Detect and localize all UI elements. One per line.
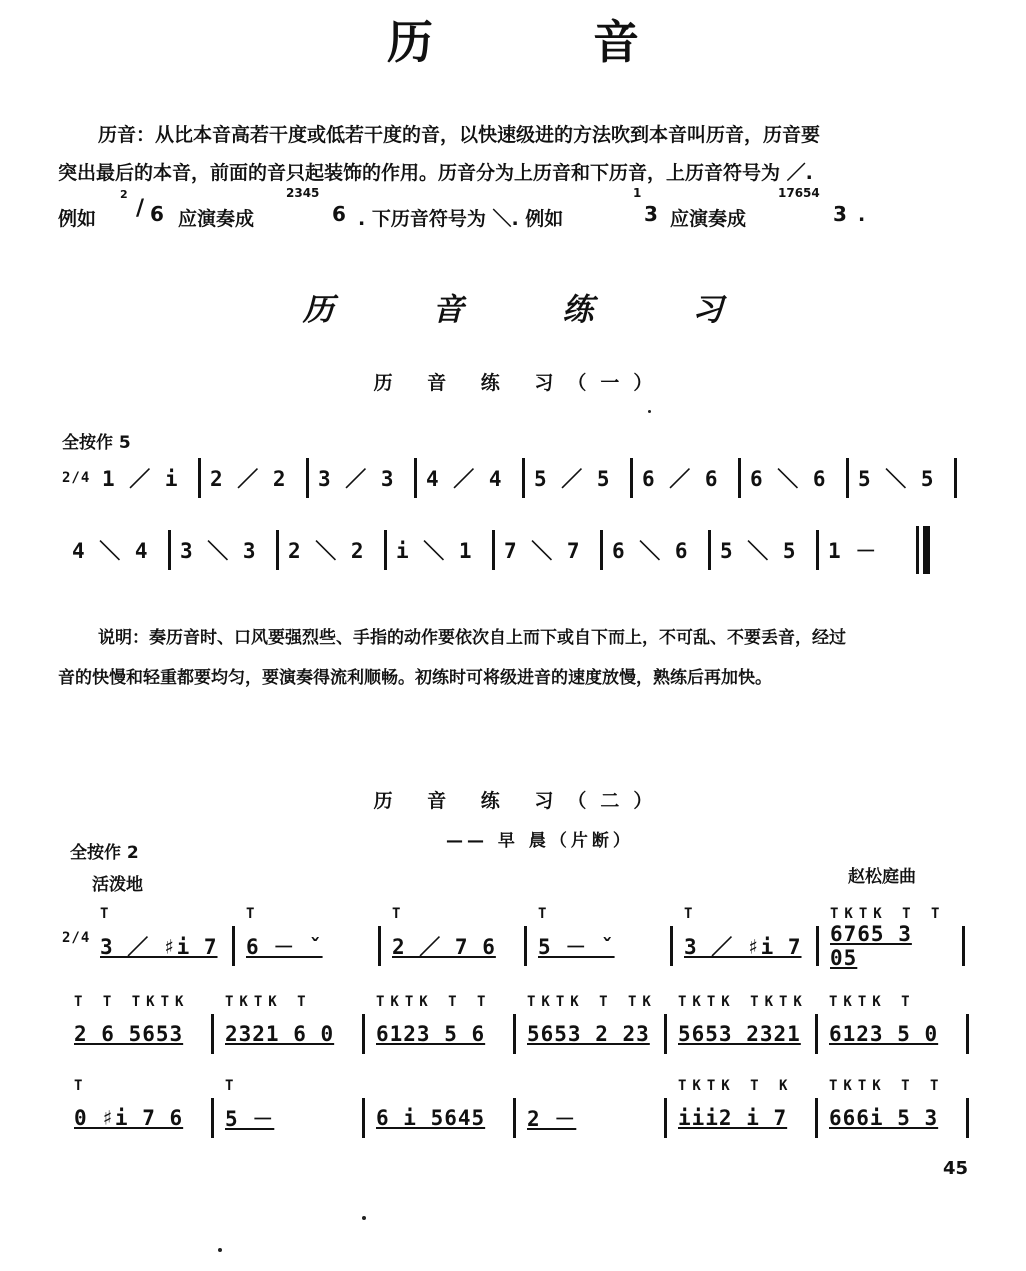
example-prefix: 例如 [58, 208, 97, 230]
composer: 赵松庭曲 [848, 867, 916, 887]
barline [211, 1014, 214, 1054]
example-note: 3 [644, 202, 658, 226]
measure-notes: 6 ＼ 6 [750, 467, 827, 491]
example-note: 6 [332, 202, 346, 226]
measure-notes: 3 ／ ♯i 7 [100, 935, 218, 959]
measure-notes: 4 ／ 4 [426, 467, 503, 491]
intro-paragraph [58, 116, 978, 192]
tonguing-marks: T [392, 906, 407, 922]
measure-notes: 2 ／ 2 [210, 467, 287, 491]
measure-notes: 1 － [828, 539, 878, 563]
grace-notes: 17654 [778, 186, 820, 200]
tonguing-marks: TKTK T TK [527, 994, 657, 1010]
barline [816, 926, 819, 966]
measure-notes: 5 － ˇ [538, 935, 615, 959]
measure-notes: 5 ＼ 5 [720, 539, 797, 563]
grace-note: 1 [633, 186, 642, 200]
barline [816, 530, 819, 570]
barline [522, 458, 525, 498]
example-text: 应演奏成 [178, 208, 255, 230]
measure-notes: 2 6 5653 [74, 1022, 184, 1046]
tonguing-marks: TKTK T [225, 994, 312, 1010]
tonguing-marks: TKTK T K [678, 1078, 794, 1094]
tonguing-marks: TKTK T [829, 994, 916, 1010]
barline [384, 530, 387, 570]
barline [846, 458, 849, 498]
measure-notes: 5 － [225, 1107, 275, 1131]
intro-line-1: 历音：从比本音高若干度或低若干度的音，以快速级进的方法吹到本音叫历音，历音要 [98, 124, 821, 146]
tonguing-marks: T [74, 1078, 89, 1094]
barline [513, 1014, 516, 1054]
exercise-2-fingering: 全按作 2 [70, 843, 139, 863]
tonguing-marks: TKTK TKTK [678, 994, 808, 1010]
barline [962, 926, 965, 966]
example-note: 6 [150, 202, 164, 226]
barline [664, 1098, 667, 1138]
exercise-1-row-1 [62, 448, 962, 508]
barline [815, 1014, 818, 1054]
barline [232, 926, 235, 966]
explanation-line-1: 说明：奏历音时、口风要强烈些、手指的动作要依次自上而下或自下而上，不可乱、不要丢音，经过 [98, 628, 846, 648]
tonguing-marks: T [246, 906, 261, 922]
measure-notes: i ＼ 1 [396, 539, 473, 563]
barline [362, 1014, 365, 1054]
slash-icon: / [136, 196, 145, 221]
barline [664, 1014, 667, 1054]
measure-notes: 4 ＼ 4 [72, 539, 149, 563]
measure-notes: 0 ♯i 7 6 [74, 1106, 184, 1130]
measure-notes: 6765 3 05 [830, 922, 912, 970]
measure-notes: 2 － [527, 1107, 577, 1131]
measure-notes: 6123 5 6 [376, 1022, 486, 1046]
measure-notes: 2 ＼ 2 [288, 539, 365, 563]
barline [670, 926, 673, 966]
exercise-2-subtitle: —— 早 晨（片断） [446, 831, 634, 851]
measure-notes: 1 ／ i [102, 467, 179, 491]
measure-notes: 5653 2 23 [527, 1022, 650, 1046]
scan-speck [362, 1216, 366, 1220]
measure-notes: 2 ／ 7 6 [392, 935, 496, 959]
time-signature: 2/4 [62, 470, 91, 486]
barline [362, 1098, 365, 1138]
measure-notes: 6 － ˇ [246, 935, 323, 959]
measure-notes: 3 ／ ♯i 7 [684, 935, 802, 959]
tonguing-marks: TKTK T T [829, 1078, 945, 1094]
tonguing-marks: TKTK T T [376, 994, 492, 1010]
tonguing-marks: T T TKTK [74, 994, 190, 1010]
tonguing-marks: TKTK T T [830, 906, 946, 922]
barline [708, 530, 711, 570]
exercise-2-row-1 [62, 908, 972, 968]
exercise-1-title: 历 音 练 习（一） [373, 372, 667, 394]
tonguing-marks: T [684, 906, 699, 922]
final-barline [916, 526, 930, 574]
measure-notes: 6 ／ 6 [642, 467, 719, 491]
barline [306, 458, 309, 498]
example-text: 应演奏成 [670, 208, 747, 230]
barline [966, 1098, 969, 1138]
barline [954, 458, 957, 498]
barline [524, 926, 527, 966]
measure-notes: 6 i 5645 [376, 1106, 486, 1130]
measure-notes: 666i 5 3 [829, 1106, 939, 1130]
tonguing-marks: T [225, 1078, 240, 1094]
barline [211, 1098, 214, 1138]
measure-notes: 5 ／ 5 [534, 467, 611, 491]
barline [414, 458, 417, 498]
barline [378, 926, 381, 966]
example-note: 3 [833, 202, 847, 226]
section-title: 历 音 练 习 [302, 292, 768, 328]
barline [492, 530, 495, 570]
example-text: . [858, 204, 866, 226]
measure-notes: 3 ＼ 3 [180, 539, 257, 563]
measure-notes: 3 ／ 3 [318, 467, 395, 491]
tonguing-marks: T [538, 906, 553, 922]
barline [630, 458, 633, 498]
time-signature: 2/4 [62, 930, 91, 946]
tonguing-marks: T [100, 906, 115, 922]
tempo-marking: 活泼地 [92, 875, 143, 895]
barline [815, 1098, 818, 1138]
barline [513, 1098, 516, 1138]
measure-notes: iii2 i 7 [678, 1106, 788, 1130]
exercise-1-row-2 [62, 520, 962, 580]
barline [276, 530, 279, 570]
scan-speck [648, 410, 651, 413]
measure-notes: 6123 5 0 [829, 1022, 939, 1046]
barline [198, 458, 201, 498]
exercise-2-row-3 [62, 1080, 972, 1140]
intro-example-line [58, 186, 958, 236]
explanation-paragraph [58, 618, 978, 698]
explanation-line-2: 音的快慢和轻重都要均匀，要演奏得流利顺畅。初练时可将级进音的速度放慢，熟练后再加快。 [58, 668, 772, 688]
measure-notes: 5653 2321 [678, 1022, 801, 1046]
exercise-1-fingering: 全按作 5 [62, 433, 131, 453]
intro-line-2: 突出最后的本音，前面的音只起装饰的作用。历音分为上历音和下历音，上历音符号为 ／. [58, 162, 813, 184]
measure-notes: 6 ＼ 6 [612, 539, 689, 563]
page-title: 历 音 [386, 15, 711, 69]
measure-notes: 2321 6 0 [225, 1022, 335, 1046]
measure-notes: 7 ＼ 7 [504, 539, 581, 563]
barline [966, 1014, 969, 1054]
exercise-2-row-2 [62, 996, 972, 1056]
page-number: 45 [942, 1158, 968, 1179]
exercise-2-title: 历 音 练 习（二） [373, 790, 667, 812]
example-text: . 下历音符号为 ＼. 例如 [358, 208, 564, 230]
grace-notes: 2345 [286, 186, 320, 200]
grace-note: 2 [120, 188, 128, 201]
measure-notes: 5 ＼ 5 [858, 467, 935, 491]
barline [168, 530, 171, 570]
scan-speck [218, 1248, 222, 1252]
barline [738, 458, 741, 498]
barline [600, 530, 603, 570]
